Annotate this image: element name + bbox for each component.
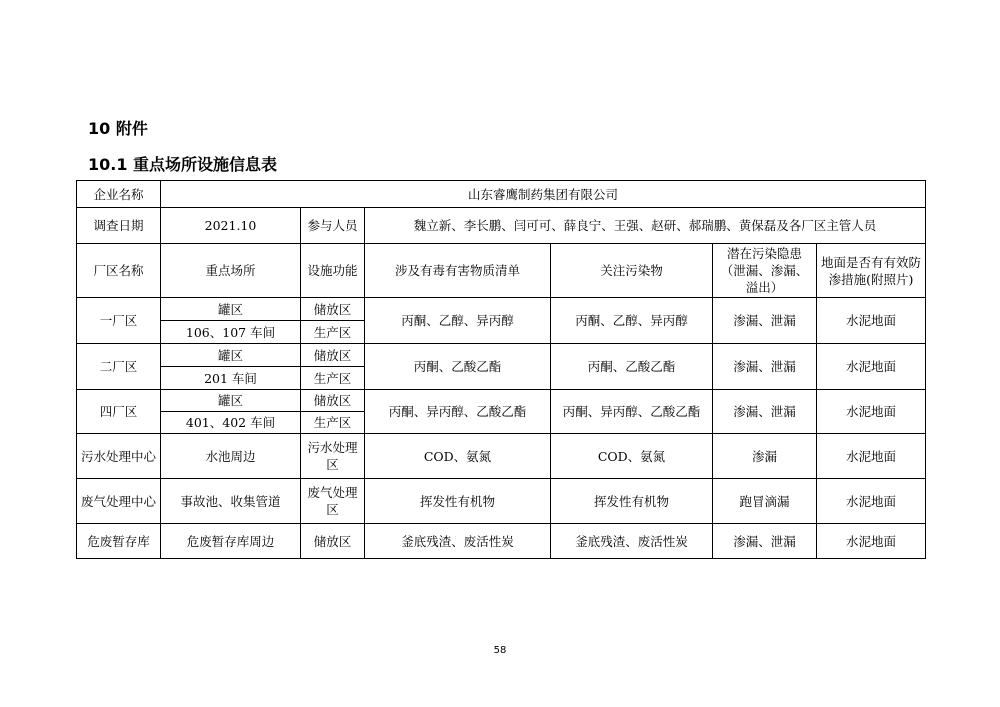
pollutants-cell: 丙酮、乙醇、异丙醇 (551, 298, 713, 344)
hazards-cell: 渗漏、泄漏 (713, 390, 817, 434)
table-row (77, 524, 926, 559)
place-cell: 罐区 (161, 298, 301, 321)
pollutants-cell: 釜底残渣、废活性炭 (551, 524, 713, 559)
function-cell: 污水处理区 (301, 434, 365, 479)
company-label: 企业名称 (77, 181, 161, 208)
table-row (77, 298, 926, 321)
place-cell: 401、402 车间 (161, 412, 301, 434)
facility-info-table (76, 180, 926, 559)
area-cell: 二厂区 (77, 344, 161, 390)
table-row (77, 344, 926, 367)
place-cell: 201 车间 (161, 367, 301, 390)
hazards-cell: 渗漏、泄漏 (713, 524, 817, 559)
header-measures: 地面是否有有效防渗措施(附照片) (817, 244, 926, 298)
hazards-cell: 渗漏、泄漏 (713, 344, 817, 390)
substances-cell: 釜底残渣、废活性炭 (365, 524, 551, 559)
header-substances: 涉及有毒有害物质清单 (365, 244, 551, 298)
place-cell: 危废暂存库周边 (161, 524, 301, 559)
pollutants-cell: 丙酮、异丙醇、乙酸乙酯 (551, 390, 713, 434)
substances-cell: 挥发性有机物 (365, 479, 551, 524)
substances-cell: 丙酮、乙酸乙酯 (365, 344, 551, 390)
function-cell: 储放区 (301, 298, 365, 321)
place-cell: 罐区 (161, 344, 301, 367)
substances-cell: 丙酮、异丙醇、乙酸乙酯 (365, 390, 551, 434)
place-cell: 水池周边 (161, 434, 301, 479)
area-cell: 废气处理中心 (77, 479, 161, 524)
subsection-heading: 10.1 重点场所设施信息表 (88, 155, 278, 174)
function-cell: 生产区 (301, 367, 365, 390)
participants-value: 魏立新、李长鹏、闫可可、薛良宁、王强、赵研、郝瑞鹏、黄保磊及各厂区主管人员 (365, 208, 926, 244)
substances-cell: 丙酮、乙醇、异丙醇 (365, 298, 551, 344)
header-function: 设施功能 (301, 244, 365, 298)
pollutants-cell: 挥发性有机物 (551, 479, 713, 524)
measures-cell: 水泥地面 (817, 524, 926, 559)
header-pollutants: 关注污染物 (551, 244, 713, 298)
function-cell: 生产区 (301, 321, 365, 344)
measures-cell: 水泥地面 (817, 344, 926, 390)
table-row (77, 479, 926, 524)
hazards-cell: 跑冒滴漏 (713, 479, 817, 524)
area-cell: 四厂区 (77, 390, 161, 434)
area-cell: 污水处理中心 (77, 434, 161, 479)
header-place: 重点场所 (161, 244, 301, 298)
company-row (77, 181, 926, 208)
function-cell: 储放区 (301, 390, 365, 412)
place-cell: 106、107 车间 (161, 321, 301, 344)
measures-cell: 水泥地面 (817, 479, 926, 524)
date-label: 调查日期 (77, 208, 161, 244)
company-name: 山东睿鹰制药集团有限公司 (161, 181, 926, 208)
measures-cell: 水泥地面 (817, 298, 926, 344)
measures-cell: 水泥地面 (817, 390, 926, 434)
function-cell: 生产区 (301, 412, 365, 434)
hazards-cell: 渗漏 (713, 434, 817, 479)
pollutants-cell: 丙酮、乙酸乙酯 (551, 344, 713, 390)
area-cell: 一厂区 (77, 298, 161, 344)
header-hazards: 潜在污染隐患（泄漏、渗漏、溢出） (713, 244, 817, 298)
function-cell: 储放区 (301, 524, 365, 559)
measures-cell: 水泥地面 (817, 434, 926, 479)
place-cell: 罐区 (161, 390, 301, 412)
table-row (77, 390, 926, 412)
date-value: 2021.10 (161, 208, 301, 244)
hazards-cell: 渗漏、泄漏 (713, 298, 817, 344)
function-cell: 储放区 (301, 344, 365, 367)
pollutants-cell: COD、氨氮 (551, 434, 713, 479)
header-area: 厂区名称 (77, 244, 161, 298)
table-row (77, 434, 926, 479)
area-cell: 危废暂存库 (77, 524, 161, 559)
header-row (77, 244, 926, 298)
place-cell: 事故池、收集管道 (161, 479, 301, 524)
section-heading: 10 附件 (88, 119, 148, 138)
function-cell: 废气处理区 (301, 479, 365, 524)
survey-row (77, 208, 926, 244)
page-number: 58 (493, 645, 507, 656)
participants-label: 参与人员 (301, 208, 365, 244)
substances-cell: COD、氨氮 (365, 434, 551, 479)
